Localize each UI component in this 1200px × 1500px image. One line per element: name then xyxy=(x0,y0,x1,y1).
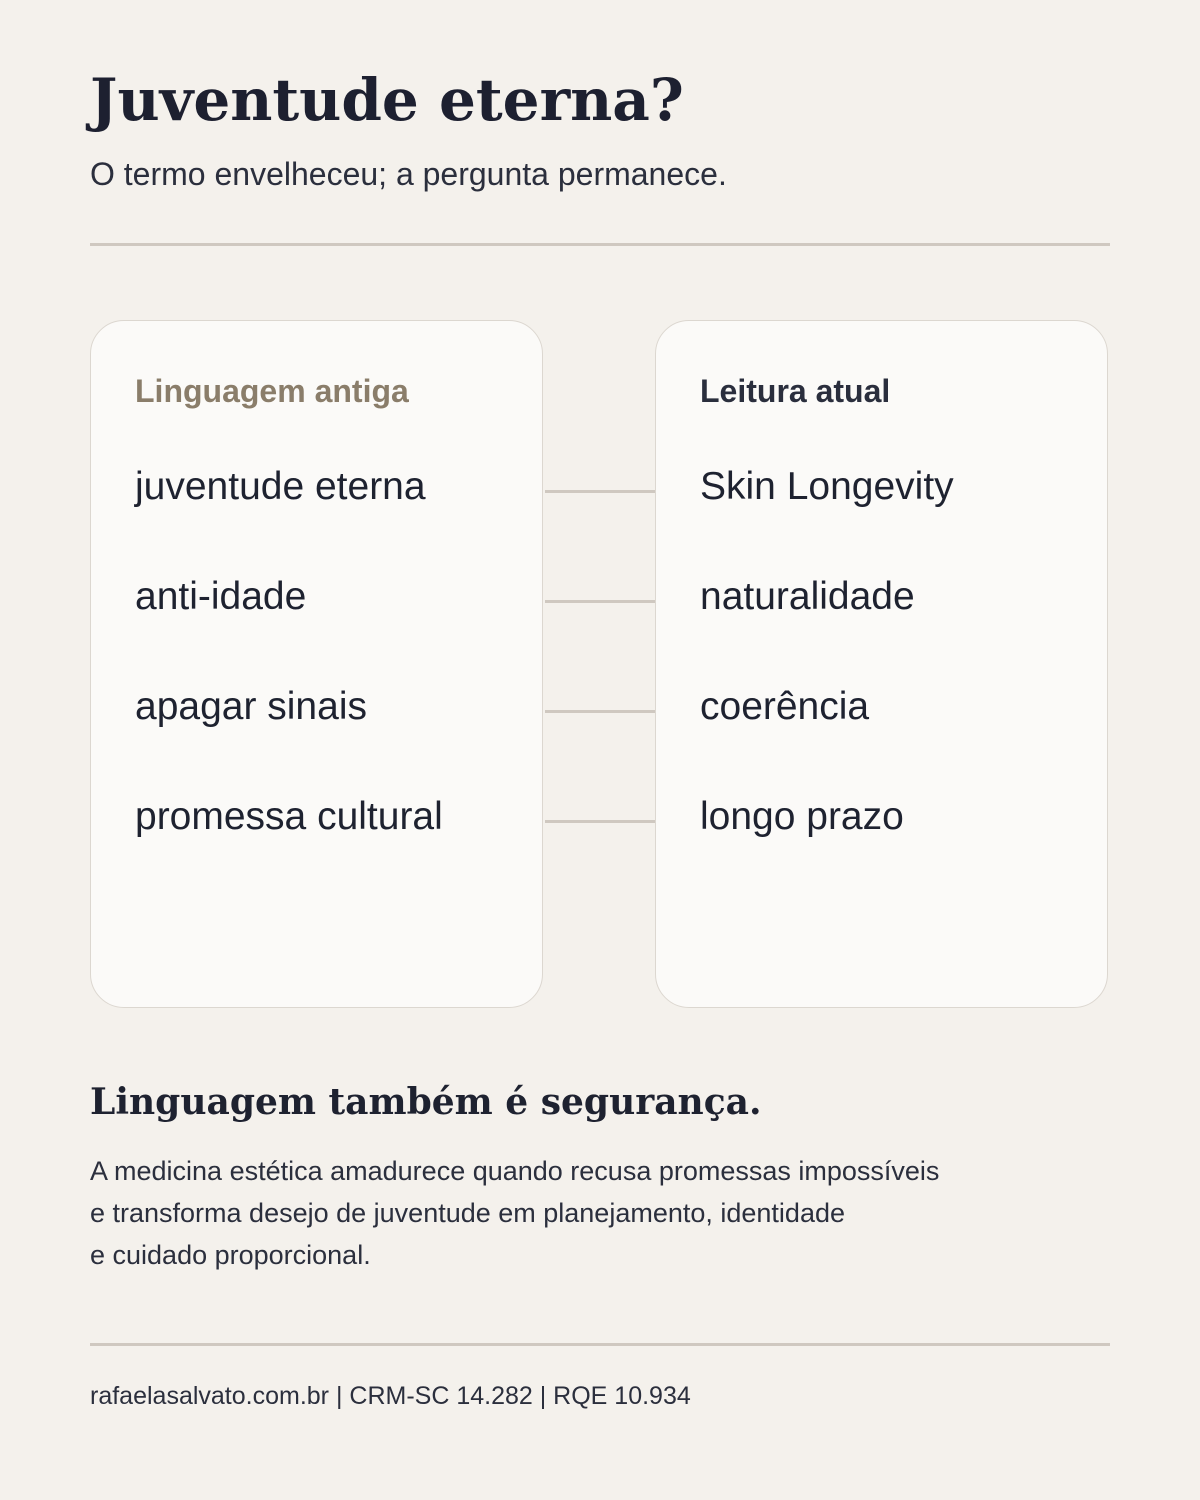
bottom-divider xyxy=(90,1343,1110,1346)
page-title: Juventude eterna? xyxy=(90,66,684,134)
top-divider xyxy=(90,243,1110,246)
term-connector xyxy=(545,600,655,603)
section-body-line: e transforma desejo de juventude em planejamento, identidade xyxy=(90,1198,845,1228)
current-term: naturalidade xyxy=(700,575,915,618)
old-term: anti-idade xyxy=(135,575,307,618)
old-language-card xyxy=(90,320,543,1008)
section-body-line: e cuidado proporcional. xyxy=(90,1240,371,1270)
current-reading-card xyxy=(655,320,1108,1008)
section-body xyxy=(90,1150,1090,1276)
current-term: longo prazo xyxy=(700,795,904,838)
old-language-heading: Linguagem antiga xyxy=(135,373,409,409)
section-body-line: A medicina estética amadurece quando recusa promessas impossíveis xyxy=(90,1156,940,1186)
old-term: juventude eterna xyxy=(135,465,426,508)
term-connector xyxy=(545,820,655,823)
section-title: Linguagem também é segurança. xyxy=(90,1081,762,1123)
footer-credits: rafaelasalvato.com.br | CRM-SC 14.282 | RQE 10.934 xyxy=(90,1382,691,1410)
term-connector xyxy=(545,710,655,713)
old-term: promessa cultural xyxy=(135,795,443,838)
current-term: Skin Longevity xyxy=(700,465,954,508)
current-reading-heading: Leitura atual xyxy=(700,373,891,409)
term-connector xyxy=(545,490,655,493)
old-term: apagar sinais xyxy=(135,685,367,728)
page-subtitle: O termo envelheceu; a pergunta permanece. xyxy=(90,156,727,192)
current-term: coerência xyxy=(700,685,870,728)
